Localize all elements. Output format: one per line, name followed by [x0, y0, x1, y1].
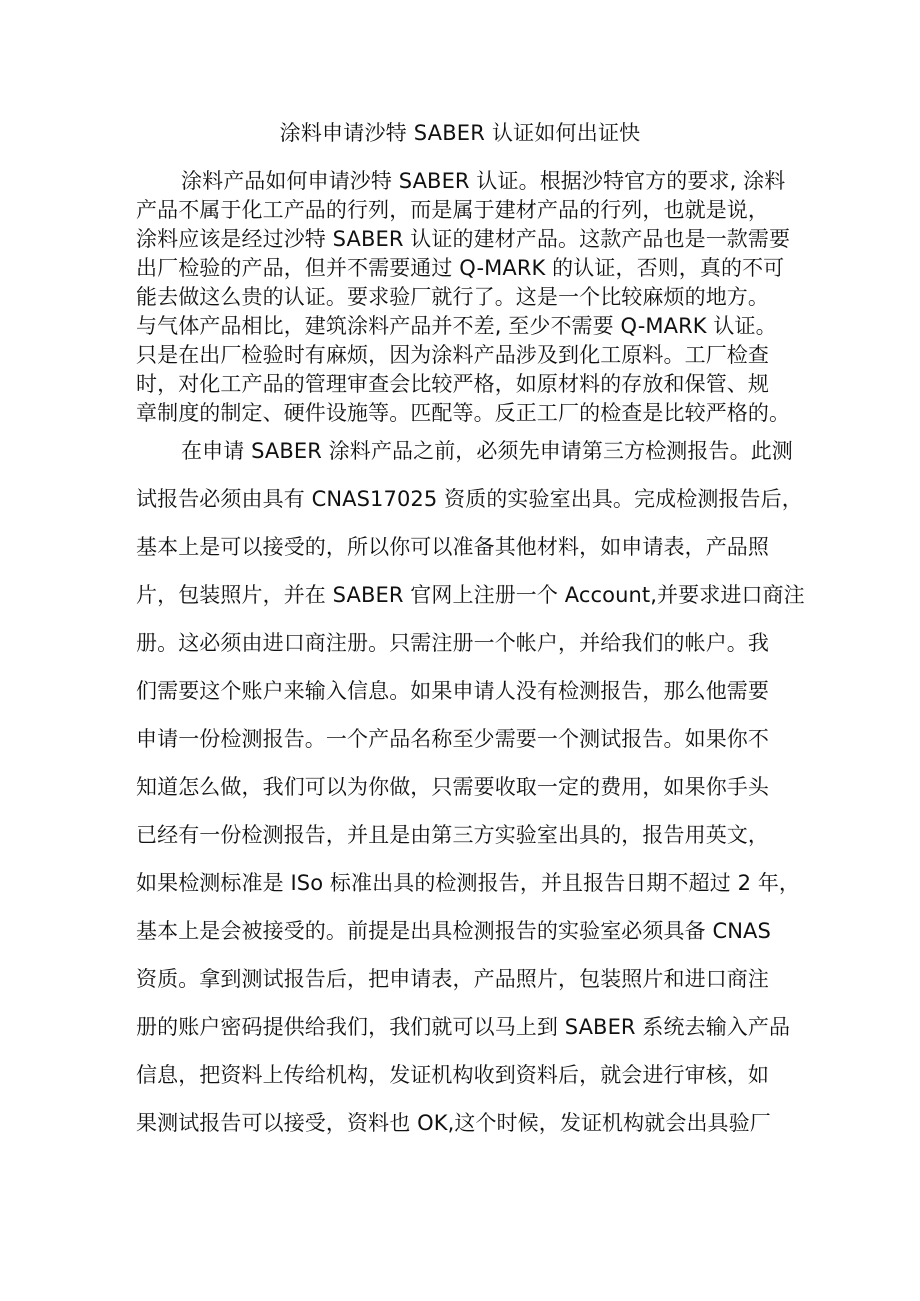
paragraph-2-line-8: 知道怎么做，我们可以为你做，只需要收取一定的费用，如果你手头 — [136, 775, 769, 799]
document-title: 涂料申请沙特 SABER 认证如何出证快 — [279, 121, 641, 145]
paragraph-2-line-9: 已经有一份检测报告，并且是由第三方实验室出具的，报告用英文， — [136, 823, 769, 847]
paragraph-1-line-1: 涂料产品如何申请沙特 SABER 认证。根据沙特官方的要求, 涂料 — [181, 169, 786, 193]
paragraph-2-line-13: 册的账户密码提供给我们，我们就可以马上到 SABER 系统去输入产品 — [136, 1015, 791, 1039]
paragraph-1-line-4: 出厂检验的产品，但并不需要通过 Q-MARK 的认证，否则，真的不可 — [136, 256, 785, 280]
paragraph-1-line-3: 涂料应该是经过沙特 SABER 认证的建材产品。这款产品也是一款需要 — [136, 227, 791, 251]
paragraph-1-line-7: 只是在出厂检验时有麻烦，因为涂料产品涉及到化工原料。工厂检查 — [136, 343, 769, 367]
paragraph-2-line-4: 片，包装照片，并在 SABER 官网上注册一个 Account,并要求进口商注 — [136, 583, 805, 607]
paragraph-2-line-14: 信息，把资料上传给机构，发证机构收到资料后，就会进行审核，如 — [136, 1063, 769, 1087]
paragraph-1-line-2: 产品不属于化工产品的行列，而是属于建材产品的行列，也就是说， — [136, 198, 769, 222]
paragraph-2-line-3: 基本上是可以接受的，所以你可以准备其他材料，如申请表，产品照 — [136, 535, 769, 559]
paragraph-1-line-5: 能去做这么贵的认证。要求验厂就行了。这是一个比较麻烦的地方。 — [136, 285, 769, 309]
paragraph-2-line-11: 基本上是会被接受的。前提是出具检测报告的实验室必须具备 CNAS — [136, 919, 771, 943]
paragraph-2-line-6: 们需要这个账户来输入信息。如果申请人没有检测报告，那么他需要 — [136, 679, 769, 703]
paragraph-2-line-7: 申请一份检测报告。一个产品名称至少需要一个测试报告。如果你不 — [136, 727, 769, 751]
paragraph-2-line-1: 在申请 SABER 涂料产品之前，必须先申请第三方检测报告。此测 — [181, 439, 793, 463]
paragraph-2-line-5: 册。这必须由进口商注册。只需注册一个帐户，并给我们的帐户。我 — [136, 631, 769, 655]
paragraph-1-line-9: 章制度的制定、硬件设施等。匹配等。反正工厂的检查是比较严格的。 — [136, 401, 791, 425]
paragraph-2-line-10: 如果检测标准是 ISo 标准出具的检测报告，并且报告日期不超过 2 年， — [136, 871, 801, 895]
paragraph-2-line-2: 试报告必须由具有 CNAS17025 资质的实验室出具。完成检测报告后， — [136, 487, 803, 511]
paragraph-1-line-8: 时，对化工产品的管理审查会比较严格，如原材料的存放和保管、规 — [136, 372, 769, 396]
paragraph-1-line-6: 与气体产品相比，建筑涂料产品并不差, 至少不需要 Q-MARK 认证。 — [136, 314, 777, 338]
paragraph-2-line-15: 果测试报告可以接受，资料也 OK,这个时候，发证机构就会出具验厂 — [136, 1111, 771, 1135]
paragraph-2-line-12: 资质。拿到测试报告后，把申请表，产品照片，包装照片和进口商注 — [136, 967, 769, 991]
